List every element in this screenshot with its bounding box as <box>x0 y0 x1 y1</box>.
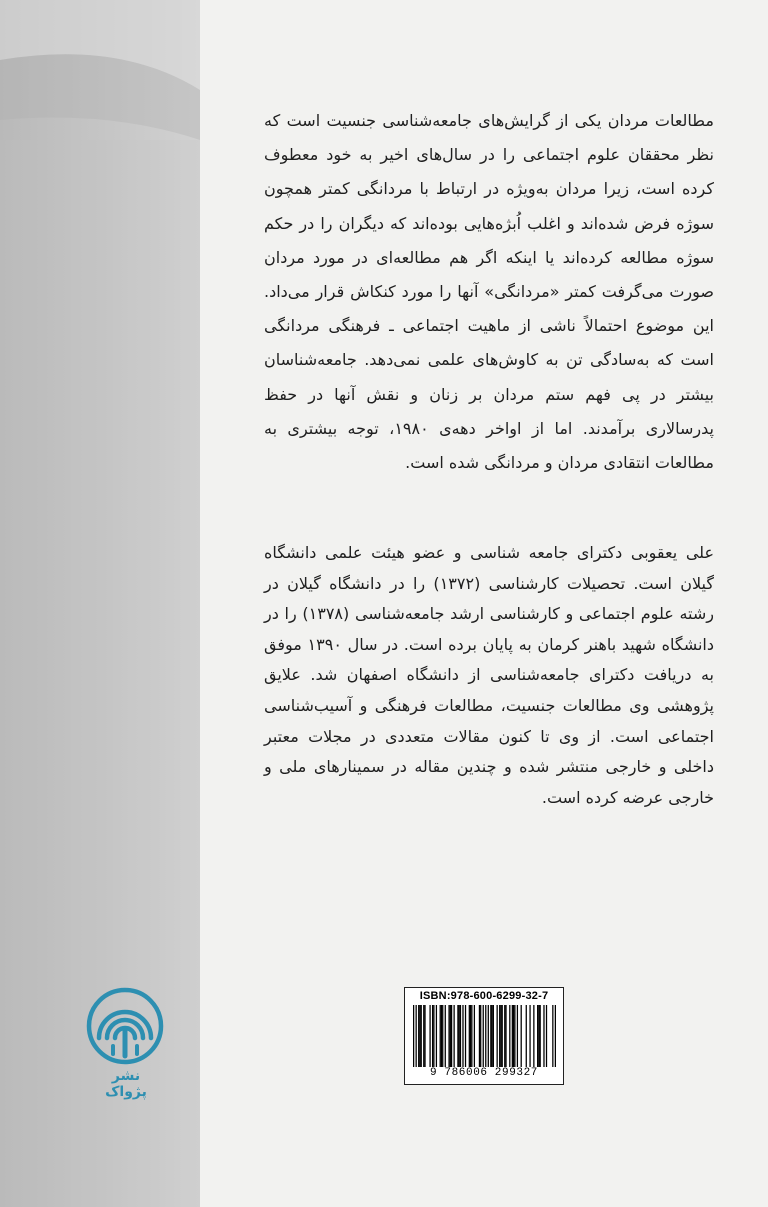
barcode-bar <box>453 1005 454 1067</box>
barcode-bar <box>413 1005 414 1067</box>
barcode-bar <box>416 1005 417 1067</box>
barcode-bar <box>504 1005 505 1067</box>
barcode-bar <box>459 1005 460 1067</box>
blurb-paragraph-1: مطالعات مردان یکی از گرایش‌های جامعه‌شناسی جنسیت است که نظر محققان علوم اجتماعی را در سال‌های اخیر به خود معطوف کرده است، زیرا مردان به‌ویژه در ارتباط با مردانگی کمتر همچون سوژه فرض شده‌اند و اغلب اُبژه‌هایی بوده‌اند که دیگران را در حکم سوژه مطالعه کرده‌اند یا اینکه اگر هم مطالعه‌ای در مورد مردان صورت می‌گرفت کمتر «مردانگی» آنها را مورد کنکاش قرار می‌داد. این موضوع احتمالاً ناشی از ماهیت اجتماعی ـ فرهنگی مردانگی است که به‌سادگی تن به کاوش‌های علمی نمی‌دهد. جامعه‌شناسان بیشتر در پی فهم ستم مردان بر زنان و نقش آنها در حفظ پدرسالاری برآمدند. اما از اواخر دهه‌ی ۱۹۸۰، توجه بیشتری به مطالعات انتقادی مردان و مردانگی شده است. <box>264 111 714 473</box>
barcode-bar <box>423 1005 424 1067</box>
barcode-bar <box>465 1005 466 1067</box>
barcode-bar <box>445 1005 446 1067</box>
barcode-bar <box>497 1005 498 1067</box>
barcode-bar <box>436 1005 437 1067</box>
barcode-bar <box>509 1005 510 1067</box>
barcode-bar <box>462 1005 463 1067</box>
barcode-bar <box>479 1005 480 1067</box>
barcode-bar <box>500 1005 501 1067</box>
barcode-bar <box>502 1005 503 1067</box>
barcode-bar <box>451 1005 452 1067</box>
barcode-bar <box>470 1005 471 1067</box>
barcode-bar <box>514 1005 515 1067</box>
barcode-bar <box>491 1005 492 1067</box>
barcode-bar <box>442 1005 443 1067</box>
barcode-bar <box>480 1005 481 1067</box>
barcode-bar <box>450 1005 451 1067</box>
barcode-bar <box>513 1005 514 1067</box>
barcode-bar <box>521 1005 522 1067</box>
barcode-bar <box>441 1005 442 1067</box>
barcode-bar <box>538 1005 539 1067</box>
barcode-digits: 9 786006 299327 <box>429 1067 539 1079</box>
barcode-bar <box>546 1005 547 1067</box>
barcode-bar <box>490 1005 491 1067</box>
barcode-bar <box>499 1005 500 1067</box>
barcode-bar <box>474 1005 475 1067</box>
barcode-bar <box>537 1005 538 1067</box>
barcode-bar <box>505 1005 506 1067</box>
barcode-bar <box>540 1005 541 1067</box>
author-bio-paragraph: علی یعقوبی دکترای جامعه شناسی و عضو هیئت علمی دانشگاه گیلان است. تحصیلات کارشناسی (۱۳۷۲) را در دانشگاه گیلان در رشته علوم اجتماعی و کارشناسی ارشد جامعه‌شناسی (۱۳۷۸) را در دانشگاه شهید باهنر کرمان به پایان برده است. در سال ۱۳۹۰ موفق به دریافت دکترای جامعه‌شناسی از دانشگاه اصفهان شد. علایق پژوهشی وی مطالعات جنسیت، مطالعات فرهنگی و آسیب‌شناسی اجتماعی است. از وی تا کنون مقالات متعددی در مجلات معتبر داخلی و خارجی منتشر شده و چندین مقاله در سمینارهای ملی و خارجی عرضه کرده است. <box>264 543 715 807</box>
barcode-bar <box>543 1005 544 1067</box>
barcode-bar <box>433 1005 434 1067</box>
barcode-bar <box>457 1005 458 1067</box>
publisher-name: نشر پژواک <box>105 1068 147 1100</box>
barcode-bar <box>533 1005 534 1067</box>
barcode-bar <box>526 1005 527 1067</box>
isbn-label: ISBN:978-600-6299-32-7 <box>419 990 549 1002</box>
barcode-box <box>404 987 564 1085</box>
barcode-bar <box>419 1005 420 1067</box>
barcode-bar <box>429 1005 430 1067</box>
barcode-bar <box>421 1005 422 1067</box>
barcode-bar <box>448 1005 449 1067</box>
barcode-bar <box>469 1005 470 1067</box>
barcode-bar <box>552 1005 553 1067</box>
barcode-bar <box>555 1005 556 1067</box>
barcode-bar <box>512 1005 513 1067</box>
barcode-bar <box>488 1005 489 1067</box>
barcode-bars <box>413 1005 556 1067</box>
barcode-bar <box>460 1005 461 1067</box>
barcode-bar <box>493 1005 494 1067</box>
barcode-bar <box>485 1005 486 1067</box>
barcode-bar <box>517 1005 518 1067</box>
barcode-bar <box>432 1005 433 1067</box>
publisher-logo-icon <box>85 986 165 1066</box>
barcode-bar <box>529 1005 530 1067</box>
barcode-bar <box>418 1005 419 1067</box>
barcode-bar <box>440 1005 441 1067</box>
barcode-bar <box>424 1005 425 1067</box>
barcode-bar <box>471 1005 472 1067</box>
barcode-bar <box>483 1005 484 1067</box>
